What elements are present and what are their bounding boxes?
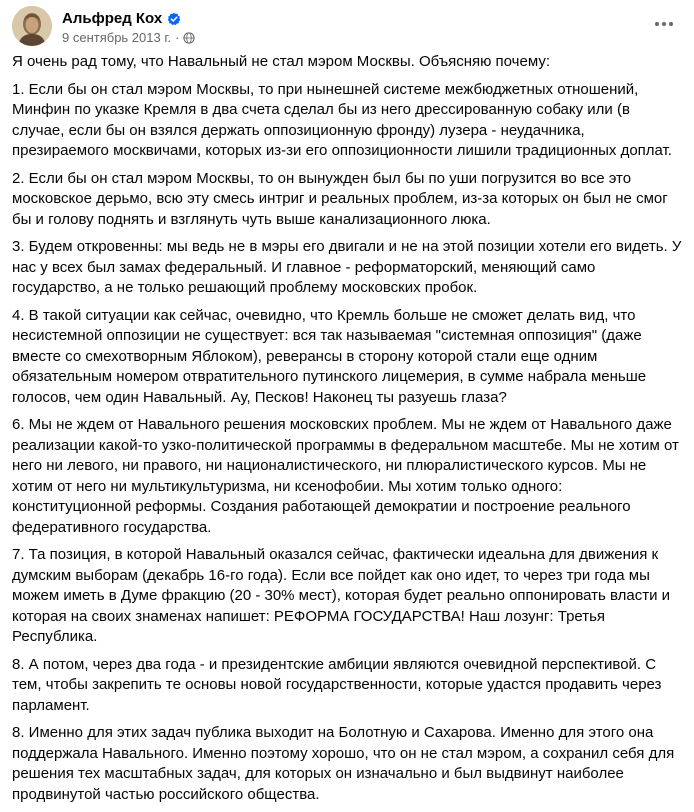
post-date[interactable]: 9 сентябрь 2013 г.: [62, 30, 172, 45]
post-paragraph: 8. А потом, через два года - и президентские амбиции являются очевидной перспективой. С тем, чтобы закрепить те основы новой государственности, которые удастся продавить через парламент.: [12, 655, 662, 714]
meta-separator: ·: [175, 30, 180, 45]
more-options-icon: [654, 21, 674, 27]
post-body: [12, 52, 684, 812]
author-name-row: [62, 10, 181, 27]
post-paragraph: 3. Будем откровенны: мы ведь не в мэры его двигали и не на этой позиции хотели его видеть. У нас у всех был замах федеральный. И главное - реформаторский, меняющий само государство, а не только решающий проблему московских пробок.: [12, 238, 682, 296]
post-paragraph: Я очень рад тому, что Навальный не стал мэром Москвы. Объясняю почему:: [12, 53, 550, 70]
post-paragraph: 4. В такой ситуации как сейчас, очевидно, что Кремль больше не сможет делать вид, что несистемной оппозиции не существует: вся так называемая "системная оппозиция" (даже вместе со смехотворным Яблоком), реверансы в сторону которой стали еще одним обязательным номером отвратительного путинского лицемерия, в сумме набрала меньше голосов, чем один Навальный. Ау, Песков! Наконец ты разуешь глаза?: [12, 306, 647, 406]
author-name[interactable]: Альфред Кох: [62, 10, 163, 27]
post-paragraph: 7. Та позиция, в которой Навальный оказался сейчас, фактически идеальна для движения к думским выборам (декабрь 16-го года). Если все пойдет как оно идет, то через три года мы можем иметь в Думе фракцию (20 - 30% мест), которая будет реально оппонировать власти и которая на своих знаменах напишет: РЕФОРМА ГОСУДАРСТВА! Наш лозунг: Третья Республика.: [12, 546, 671, 645]
avatar-portrait-icon: [12, 6, 52, 46]
post-paragraph: 6. Мы не ждем от Навального решения московских проблем. Мы не ждем от Навального даже реализации какой-то узко-политической программы в федеральном масштебе. Мы не хотим от него ни левого, ни правого, ни националистического, ни плюралистического курсов. Мы не хотим от него ни мультикультуризма, ни ксенофобии. Мы хотим только одного: конституционной реформы. Создания работающей демократии и построение реального федеративного государства.: [12, 416, 679, 536]
verified-badge-icon: [167, 12, 181, 26]
post-paragraph: 8. Именно для этих задач публика выходит на Болотную и Сахарова. Именно для этого она поддержала Навального. Именно поэтому хорошо, что он не стал мэром, а сохранил себя для решения тех масштабных задач, для которых он изначально и был выдвинут наиболее продвинутой частью российского общества.: [12, 724, 675, 803]
post-paragraph: 1. Если бы он стал мэром Москвы, то при нынешней системе межбюджетных отношений, Минфин по указке Кремля в два счета сделал бы из него дрессированную собаку или (в случае, если бы он взялся держать оппозиционную фронду) лузера - неудачника, презираемого москвичами, которых из-зи его оппозиционности лишили традиционных доплат.: [12, 80, 672, 159]
post-paragraph: 2. Если бы он стал мэром Москвы, то он вынужден был бы по уши погрузится во все это московское дерьмо, всю эту смесь интриг и реальных проблем, из-за которых он был не смог бы и голову поднять и взглянуть чуть выше канализационного люка.: [12, 169, 668, 228]
author-avatar[interactable]: [12, 6, 52, 46]
post-meta: [62, 30, 195, 45]
globe-icon: [183, 32, 195, 44]
post-header: [12, 6, 682, 50]
more-options-button[interactable]: [650, 12, 678, 36]
